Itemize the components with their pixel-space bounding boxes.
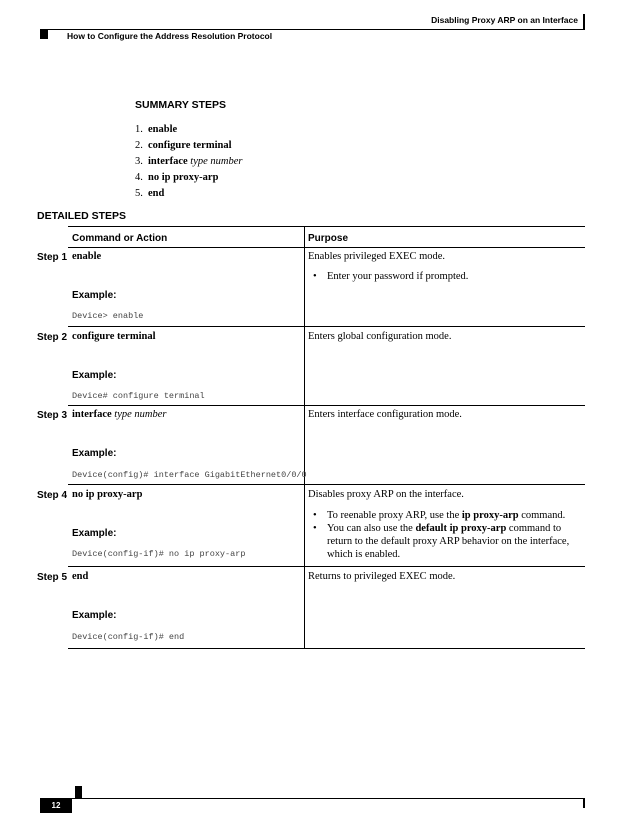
purpose-bullet: • Enter your password if prompted.: [313, 271, 469, 282]
bullet-command: ip proxy-arp: [461, 510, 519, 521]
running-header-chapter-title: How to Configure the Address Resolution Protocol: [67, 31, 273, 41]
step-command: no ip proxy-arp: [148, 172, 219, 183]
step-number: 5.: [135, 188, 143, 199]
table-row-rule: [68, 405, 585, 406]
bullet-text: Enter your password if prompted.: [327, 271, 469, 282]
table-top-rule: [68, 226, 585, 227]
step-number: 4.: [135, 172, 143, 183]
step-label: Step 2: [37, 332, 68, 343]
table-row-rule: [68, 566, 585, 567]
header-marker-block: [40, 29, 48, 39]
bullet-text: command.: [518, 510, 566, 521]
bullet-text: command to return to the default proxy ARP behavior on the interface, which is enabled.: [327, 523, 570, 560]
code-example: Device(config-if)# no ip proxy-arp: [72, 549, 246, 559]
summary-step: [135, 154, 242, 170]
step-command: [72, 409, 166, 420]
table-row-rule: [68, 484, 585, 485]
header-rule: [40, 29, 585, 30]
step-number: 2.: [135, 140, 143, 151]
summary-steps-heading: SUMMARY STEPS: [135, 99, 227, 111]
step-label: Step 5: [37, 572, 68, 583]
bullet-text: You can also use the: [327, 523, 416, 534]
step-command: end: [72, 571, 89, 582]
summary-step: [135, 186, 242, 202]
step-purpose: Disables proxy ARP on the interface.: [308, 489, 464, 500]
step-purpose: Enables privileged EXEC mode.: [308, 251, 446, 262]
footer-marker-block: [75, 786, 82, 798]
header-divider: [583, 14, 585, 30]
summary-steps-list: [135, 122, 242, 202]
detailed-steps-heading: DETAILED STEPS: [37, 210, 127, 222]
summary-step: [135, 138, 242, 154]
code-example: Device(config)# interface GigabitEthernet0/0/0: [72, 470, 307, 480]
step-argument: type number: [190, 156, 243, 167]
step-purpose: Enters global configuration mode.: [308, 331, 452, 342]
step-command: enable: [72, 251, 102, 262]
step-number: 1.: [135, 124, 143, 135]
column-header-purpose: Purpose: [308, 233, 349, 244]
table-row-rule: [68, 326, 585, 327]
page-number: 12: [40, 799, 72, 813]
step-command: end: [148, 188, 165, 199]
step-command: enable: [148, 124, 178, 135]
example-label: Example:: [72, 448, 117, 459]
command-argument: type number: [114, 409, 167, 420]
step-label: Step 4: [37, 490, 68, 501]
step-command: configure terminal: [72, 331, 156, 342]
running-header-section-title: Disabling Proxy ARP on an Interface: [431, 15, 578, 25]
table-row-rule: [68, 247, 585, 248]
purpose-bullet: • You can also use the default ip proxy-arp command to return to the default proxy ARP behavior on the interface, which is enabled.: [313, 523, 570, 560]
column-header-command: Command or Action: [72, 233, 168, 244]
bullet-command: default ip proxy-arp: [415, 523, 507, 534]
summary-step: [135, 122, 242, 138]
table-bottom-rule: [68, 648, 585, 649]
footer-rule: [40, 798, 585, 799]
purpose-bullet: • To reenable proxy ARP, use the ip proxy-arp command.: [313, 510, 566, 521]
example-label: Example:: [72, 370, 117, 381]
example-label: Example:: [72, 290, 117, 301]
footer-divider: [583, 798, 585, 808]
step-number: 3.: [135, 156, 143, 167]
step-command: no ip proxy-arp: [72, 489, 143, 500]
bullet-text: To reenable proxy ARP, use the: [327, 510, 462, 521]
code-example: Device> enable: [72, 311, 144, 321]
code-example: Device# configure terminal: [72, 391, 205, 401]
table-column-divider: [304, 226, 305, 648]
step-purpose: Returns to privileged EXEC mode.: [308, 571, 456, 582]
step-label: Step 3: [37, 410, 68, 421]
step-purpose: Enters interface configuration mode.: [308, 409, 462, 420]
code-example: Device(config-if)# end: [72, 632, 185, 642]
command-keyword: interface: [72, 409, 112, 420]
step-command: interface: [148, 156, 188, 167]
example-label: Example:: [72, 610, 117, 621]
summary-step: [135, 170, 242, 186]
step-label: Step 1: [37, 252, 68, 263]
step-command: configure terminal: [148, 140, 232, 151]
example-label: Example:: [72, 528, 117, 539]
